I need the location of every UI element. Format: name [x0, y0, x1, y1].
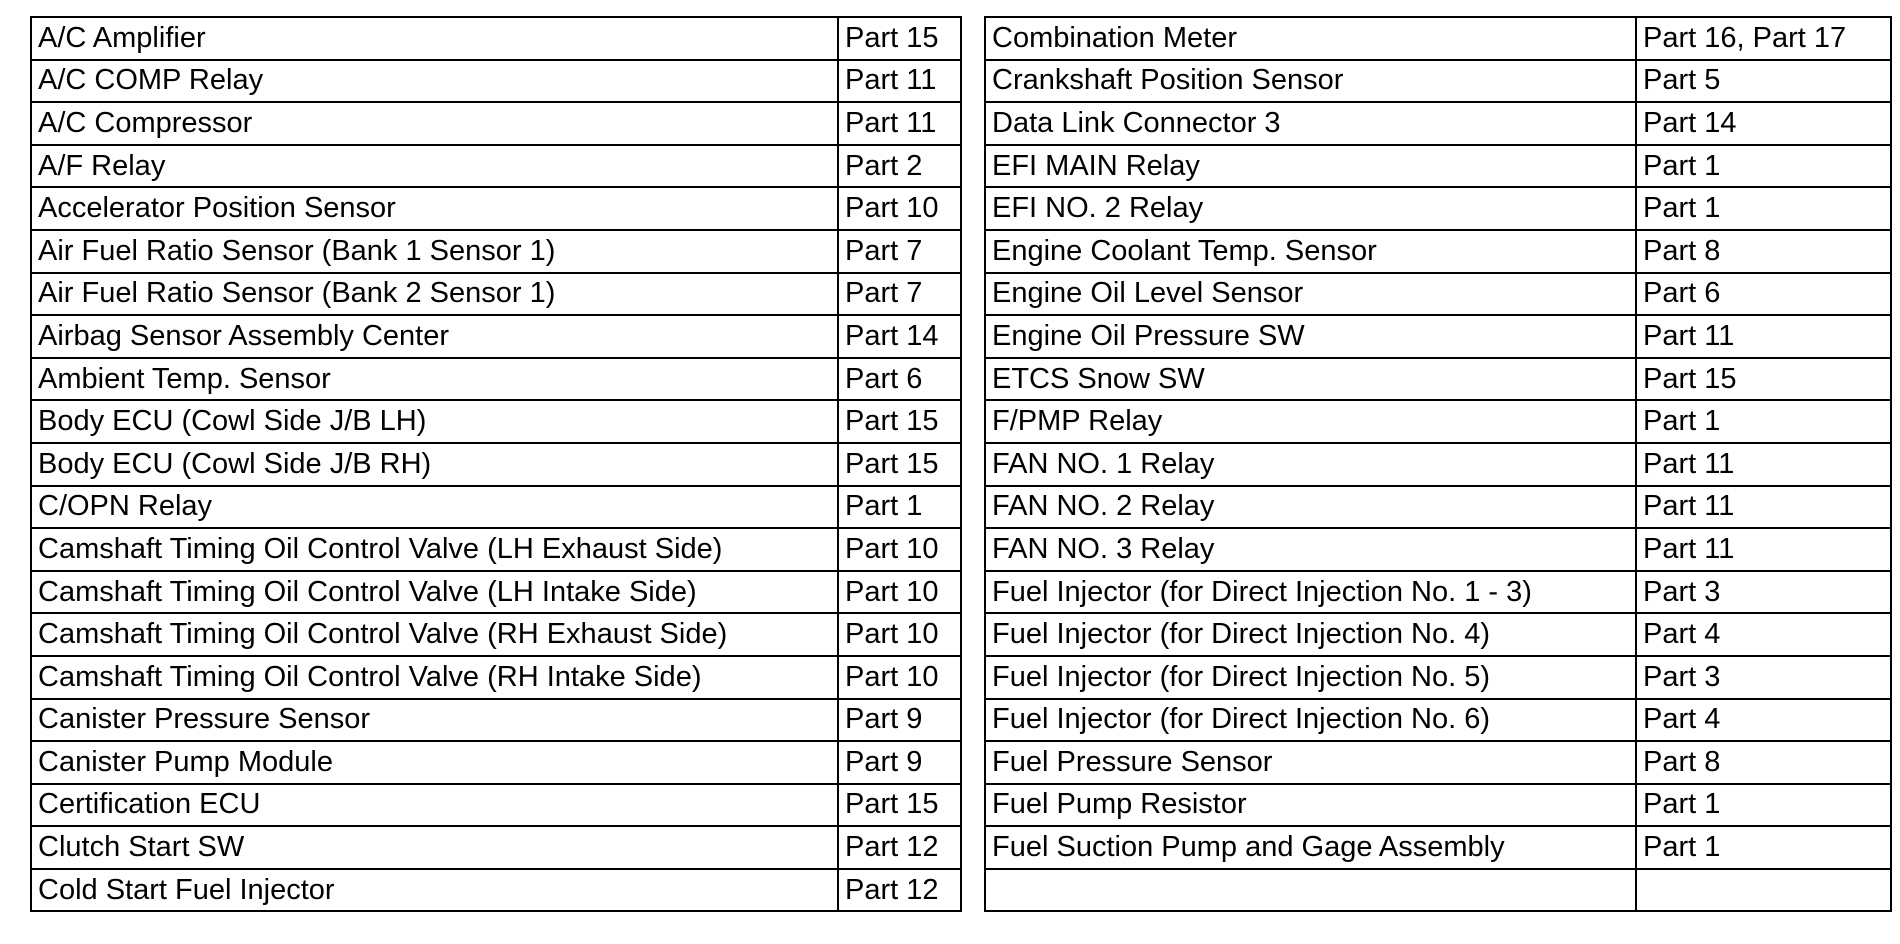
parts-location-table — [30, 16, 1892, 912]
left-part-reference: Part 2 — [838, 145, 961, 188]
right-component-name: Fuel Pressure Sensor — [985, 741, 1636, 784]
right-part-reference: Part 1 — [1636, 826, 1891, 869]
right-part-reference: Part 3 — [1636, 571, 1891, 614]
column-gap — [961, 741, 985, 784]
left-component-name: Air Fuel Ratio Sensor (Bank 2 Sensor 1) — [31, 273, 838, 316]
left-part-reference: Part 6 — [838, 358, 961, 401]
column-gap — [961, 613, 985, 656]
column-gap — [961, 699, 985, 742]
column-gap — [961, 826, 985, 869]
right-component-name: Engine Oil Pressure SW — [985, 315, 1636, 358]
right-component-name: Engine Oil Level Sensor — [985, 273, 1636, 316]
right-part-reference: Part 11 — [1636, 486, 1891, 529]
table-row — [31, 187, 1891, 230]
column-gap — [961, 315, 985, 358]
left-component-name: A/C Amplifier — [31, 17, 838, 60]
column-gap — [961, 443, 985, 486]
right-component-name: Fuel Suction Pump and Gage Assembly — [985, 826, 1636, 869]
right-component-name — [985, 869, 1636, 912]
left-component-name: Canister Pressure Sensor — [31, 699, 838, 742]
right-part-reference: Part 4 — [1636, 699, 1891, 742]
column-gap — [961, 400, 985, 443]
right-part-reference: Part 1 — [1636, 145, 1891, 188]
left-component-name: A/C COMP Relay — [31, 60, 838, 103]
left-part-reference: Part 9 — [838, 741, 961, 784]
left-component-name: Airbag Sensor Assembly Center — [31, 315, 838, 358]
table-row — [31, 273, 1891, 316]
left-component-name: Canister Pump Module — [31, 741, 838, 784]
column-gap — [961, 571, 985, 614]
column-gap — [961, 869, 985, 912]
right-part-reference — [1636, 869, 1891, 912]
table-row — [31, 145, 1891, 188]
left-part-reference: Part 7 — [838, 273, 961, 316]
right-component-name: F/PMP Relay — [985, 400, 1636, 443]
left-part-reference: Part 10 — [838, 613, 961, 656]
right-component-name: Fuel Injector (for Direct Injection No. 6) — [985, 699, 1636, 742]
table-row — [31, 784, 1891, 827]
left-part-reference: Part 15 — [838, 443, 961, 486]
table-row — [31, 571, 1891, 614]
right-part-reference: Part 4 — [1636, 613, 1891, 656]
right-component-name: Data Link Connector 3 — [985, 102, 1636, 145]
left-component-name: C/OPN Relay — [31, 486, 838, 529]
left-component-name: Body ECU (Cowl Side J/B RH) — [31, 443, 838, 486]
right-part-reference: Part 16, Part 17 — [1636, 17, 1891, 60]
right-component-name: ETCS Snow SW — [985, 358, 1636, 401]
table-row — [31, 826, 1891, 869]
right-component-name: Fuel Pump Resistor — [985, 784, 1636, 827]
left-component-name: Body ECU (Cowl Side J/B LH) — [31, 400, 838, 443]
table-row — [31, 358, 1891, 401]
table-row — [31, 699, 1891, 742]
table-row — [31, 17, 1891, 60]
left-part-reference: Part 11 — [838, 60, 961, 103]
table-row — [31, 102, 1891, 145]
left-part-reference: Part 11 — [838, 102, 961, 145]
left-part-reference: Part 10 — [838, 187, 961, 230]
left-part-reference: Part 12 — [838, 869, 961, 912]
table-body — [31, 17, 1891, 911]
column-gap — [961, 273, 985, 316]
right-part-reference: Part 6 — [1636, 273, 1891, 316]
left-component-name: Camshaft Timing Oil Control Valve (RH Intake Side) — [31, 656, 838, 699]
right-part-reference: Part 11 — [1636, 315, 1891, 358]
right-component-name: Combination Meter — [985, 17, 1636, 60]
table-row — [31, 443, 1891, 486]
column-gap — [961, 102, 985, 145]
left-part-reference: Part 10 — [838, 528, 961, 571]
right-component-name: FAN NO. 2 Relay — [985, 486, 1636, 529]
left-part-reference: Part 1 — [838, 486, 961, 529]
column-gap — [961, 486, 985, 529]
column-gap — [961, 656, 985, 699]
table-row — [31, 741, 1891, 784]
left-part-reference: Part 15 — [838, 17, 961, 60]
table-row — [31, 869, 1891, 912]
left-part-reference: Part 10 — [838, 656, 961, 699]
left-component-name: Camshaft Timing Oil Control Valve (RH Exhaust Side) — [31, 613, 838, 656]
right-part-reference: Part 8 — [1636, 230, 1891, 273]
column-gap — [961, 60, 985, 103]
right-component-name: Engine Coolant Temp. Sensor — [985, 230, 1636, 273]
left-component-name: Cold Start Fuel Injector — [31, 869, 838, 912]
right-component-name: Fuel Injector (for Direct Injection No. 5) — [985, 656, 1636, 699]
column-gap — [961, 784, 985, 827]
right-part-reference: Part 8 — [1636, 741, 1891, 784]
right-component-name: EFI NO. 2 Relay — [985, 187, 1636, 230]
left-component-name: Camshaft Timing Oil Control Valve (LH Intake Side) — [31, 571, 838, 614]
table-row — [31, 60, 1891, 103]
left-part-reference: Part 10 — [838, 571, 961, 614]
column-gap — [961, 230, 985, 273]
left-part-reference: Part 15 — [838, 400, 961, 443]
right-part-reference: Part 1 — [1636, 784, 1891, 827]
right-component-name: Fuel Injector (for Direct Injection No. 4) — [985, 613, 1636, 656]
column-gap — [961, 528, 985, 571]
left-part-reference: Part 14 — [838, 315, 961, 358]
table-row — [31, 528, 1891, 571]
left-component-name: Air Fuel Ratio Sensor (Bank 1 Sensor 1) — [31, 230, 838, 273]
left-part-reference: Part 9 — [838, 699, 961, 742]
table-row — [31, 315, 1891, 358]
column-gap — [961, 145, 985, 188]
left-component-name: Camshaft Timing Oil Control Valve (LH Exhaust Side) — [31, 528, 838, 571]
right-part-reference: Part 1 — [1636, 187, 1891, 230]
left-component-name: A/C Compressor — [31, 102, 838, 145]
left-component-name: Accelerator Position Sensor — [31, 187, 838, 230]
left-component-name: Certification ECU — [31, 784, 838, 827]
left-part-reference: Part 15 — [838, 784, 961, 827]
right-component-name: Crankshaft Position Sensor — [985, 60, 1636, 103]
right-component-name: FAN NO. 1 Relay — [985, 443, 1636, 486]
table-row — [31, 400, 1891, 443]
right-part-reference: Part 3 — [1636, 656, 1891, 699]
right-part-reference: Part 1 — [1636, 400, 1891, 443]
table-row — [31, 613, 1891, 656]
table-row — [31, 486, 1891, 529]
left-component-name: Clutch Start SW — [31, 826, 838, 869]
left-component-name: A/F Relay — [31, 145, 838, 188]
column-gap — [961, 187, 985, 230]
right-part-reference: Part 11 — [1636, 443, 1891, 486]
column-gap — [961, 17, 985, 60]
right-component-name: Fuel Injector (for Direct Injection No. 1 - 3) — [985, 571, 1636, 614]
right-component-name: EFI MAIN Relay — [985, 145, 1636, 188]
right-component-name: FAN NO. 3 Relay — [985, 528, 1636, 571]
left-part-reference: Part 12 — [838, 826, 961, 869]
left-part-reference: Part 7 — [838, 230, 961, 273]
right-part-reference: Part 15 — [1636, 358, 1891, 401]
table-row — [31, 230, 1891, 273]
table-row — [31, 656, 1891, 699]
right-part-reference: Part 11 — [1636, 528, 1891, 571]
column-gap — [961, 358, 985, 401]
right-part-reference: Part 5 — [1636, 60, 1891, 103]
left-component-name: Ambient Temp. Sensor — [31, 358, 838, 401]
right-part-reference: Part 14 — [1636, 102, 1891, 145]
